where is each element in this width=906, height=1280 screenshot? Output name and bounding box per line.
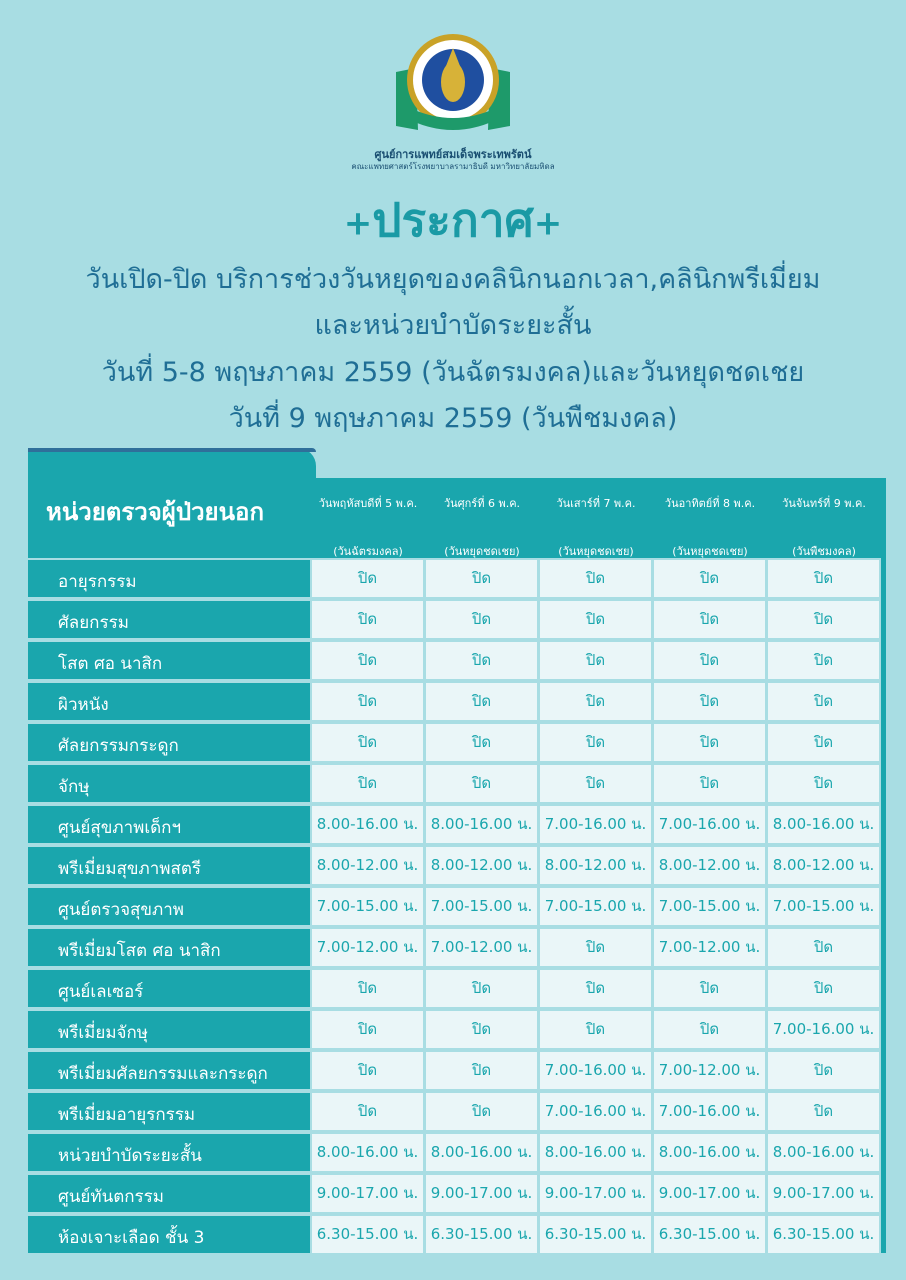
column-day: วันพฤหัสบดีที่ 5 พ.ค. [318,497,418,510]
schedule-cell: 8.00-12.00 น. [426,847,537,884]
schedule-cell: 7.00-16.00 น. [654,806,765,843]
schedule-cell: 9.00-17.00 น. [540,1175,651,1212]
schedule-cell: ปิด [540,929,651,966]
schedule-cell: ปิด [312,601,423,638]
column-day: วันอาทิตย์ที่ 8 พ.ค. [664,497,756,510]
schedule-cell: 7.00-12.00 น. [654,929,765,966]
schedule-cell: 7.00-15.00 น. [540,888,651,925]
table-row [28,560,310,597]
schedule-cell: 7.00-12.00 น. [654,1052,765,1089]
table-row [28,806,310,843]
schedule-cell: 6.30-15.00 น. [312,1216,423,1253]
announcement-title [0,190,906,254]
unit-name: พรีเมี่ยมจักษุ [58,1023,148,1043]
schedule-cell: ปิด [312,683,423,720]
table-row [28,929,310,966]
schedule-cell: ปิด [312,765,423,802]
table-row [28,847,310,884]
schedule-cell: ปิด [312,724,423,761]
schedule-cell: ปิด [426,601,537,638]
schedule-cell: 8.00-16.00 น. [426,1134,537,1171]
column-header-5 [770,484,878,558]
schedule-cell: ปิด [654,970,765,1007]
unit-name: ศูนย์ตรวจสุขภาพ [58,900,185,920]
schedule-cell: ปิด [540,765,651,802]
schedule-cell: ปิด [312,642,423,679]
schedule-cell: 8.00-12.00 น. [768,847,879,884]
table-row [28,888,310,925]
schedule-cell: ปิด [540,970,651,1007]
table-row [28,1052,310,1089]
column-header-3 [542,484,650,558]
column-header-4 [656,484,764,558]
column-day: วันศุกร์ที่ 6 พ.ค. [443,497,521,510]
schedule-cell: ปิด [540,683,651,720]
schedule-cell: ปิด [540,724,651,761]
schedule-cell: ปิด [540,642,651,679]
schedule-cell: 7.00-16.00 น. [540,806,651,843]
schedule-cell: 6.30-15.00 น. [654,1216,765,1253]
schedule-cell: 8.00-16.00 น. [312,1134,423,1171]
column-note: (วันพืชมงคล) [792,545,856,558]
schedule-cell: ปิด [654,683,765,720]
schedule-cell: ปิด [654,601,765,638]
schedule-cell: 6.30-15.00 น. [426,1216,537,1253]
table-row [28,970,310,1007]
schedule-cell: 7.00-16.00 น. [768,1011,879,1048]
schedule-cell: ปิด [540,560,651,597]
schedule-cell: ปิด [768,1052,879,1089]
unit-name: ห้องเจาะเลือด ชั้น 3 [58,1228,205,1248]
schedule-table [28,448,886,1253]
schedule-cell: 7.00-12.00 น. [312,929,423,966]
subtitle-line-3: วันที่ 5-8 พฤษภาคม 2559 (วันฉัตรมงคล)และวันหยุดชดเชย [101,357,805,388]
org-subname: คณะแพทยศาสตร์โรงพยาบาลรามาธิบดี มหาวิทยาลัยมหิดล [351,162,555,171]
unit-name: หน่วยบำบัดระยะสั้น [58,1146,202,1166]
logo-area [0,30,906,142]
unit-name: พรีเมี่ยมศัลยกรรมและกระดูก [58,1064,268,1084]
schedule-cell: 8.00-12.00 น. [654,847,765,884]
unit-name: จักษุ [58,777,90,797]
schedule-cell: 8.00-16.00 น. [768,806,879,843]
column-header-1 [314,484,422,558]
column-note: (วันหยุดชดเชย) [558,545,634,558]
table-row [28,1216,310,1253]
schedule-cell: 7.00-15.00 น. [426,888,537,925]
schedule-cell: ปิด [768,929,879,966]
schedule-cell: ปิด [768,601,879,638]
schedule-cell: ปิด [768,560,879,597]
schedule-cell: ปิด [426,970,537,1007]
schedule-cell: ปิด [312,1052,423,1089]
column-day: วันเสาร์ที่ 7 พ.ค. [556,497,636,510]
announcement-text: ประกาศ [372,193,534,247]
schedule-cell: ปิด [426,1093,537,1130]
table-right-edge [881,478,886,1253]
schedule-cell: ปิด [540,1011,651,1048]
schedule-cell: ปิด [426,1052,537,1089]
schedule-cell: 8.00-16.00 น. [654,1134,765,1171]
unit-name: อายุรกรรม [58,572,137,592]
unit-name: พรีเมี่ยมสุขภาพสตรี [58,859,202,879]
subtitle-line-4: วันที่ 9 พฤษภาคม 2559 (วันพืชมงคล) [228,403,678,434]
schedule-cell: 8.00-12.00 น. [312,847,423,884]
unit-name: พรีเมี่ยมอายุรกรรม [58,1105,196,1125]
schedule-cell: 9.00-17.00 น. [768,1175,879,1212]
schedule-cell: ปิด [312,1011,423,1048]
schedule-cell: 7.00-16.00 น. [540,1052,651,1089]
column-note: (วันหยุดชดเชย) [672,545,748,558]
schedule-cell: 7.00-15.00 น. [312,888,423,925]
schedule-cell: ปิด [426,560,537,597]
schedule-cell: ปิด [768,1093,879,1130]
org-name: ศูนย์การแพทย์สมเด็จพระเทพรัตน์ [374,148,532,161]
schedule-cell: 8.00-16.00 น. [426,806,537,843]
unit-name: โสต ศอ นาสิก [58,654,163,674]
schedule-cell: 7.00-16.00 น. [654,1093,765,1130]
table-row [28,1093,310,1130]
schedule-cell: 6.30-15.00 น. [768,1216,879,1253]
schedule-cell: ปิด [426,1011,537,1048]
column-note: (วันหยุดชดเชย) [444,545,520,558]
schedule-cell: 9.00-17.00 น. [654,1175,765,1212]
schedule-cell: ปิด [654,1011,765,1048]
schedule-cell: ปิด [312,560,423,597]
schedule-cell: ปิด [768,765,879,802]
schedule-cell: 7.00-15.00 น. [654,888,765,925]
schedule-cell: 9.00-17.00 น. [426,1175,537,1212]
schedule-cell: 7.00-16.00 น. [540,1093,651,1130]
table-row [28,1134,310,1171]
unit-name: ศูนย์ทันตกรรม [58,1187,165,1207]
schedule-cell: ปิด [654,724,765,761]
schedule-cell: 8.00-16.00 น. [312,806,423,843]
schedule-cell: 6.30-15.00 น. [540,1216,651,1253]
schedule-cell: 8.00-16.00 น. [540,1134,651,1171]
unit-header: หน่วยตรวจผู้ป่วยนอก [46,498,264,526]
schedule-cell: ปิด [768,970,879,1007]
unit-name: ผิวหนัง [58,695,109,715]
plus-left-icon: + [343,203,373,244]
schedule-cell: ปิด [426,683,537,720]
unit-name: ศัลยกรรม [58,613,129,633]
schedule-cell: ปิด [312,1093,423,1130]
schedule-cell: 7.00-12.00 น. [426,929,537,966]
schedule-cell: 7.00-15.00 น. [768,888,879,925]
unit-name: ศูนย์สุขภาพเด็กฯ [58,818,182,838]
unit-name: พรีเมี่ยมโสต ศอ นาสิก [58,941,221,961]
schedule-cell: ปิด [426,724,537,761]
university-seal-icon [388,30,518,142]
table-row [28,765,310,802]
schedule-cell: 9.00-17.00 น. [312,1175,423,1212]
schedule-cell: 8.00-16.00 น. [768,1134,879,1171]
schedule-cell: ปิด [768,642,879,679]
column-day: วันจันทร์ที่ 9 พ.ค. [782,497,866,510]
table-row [28,683,310,720]
subtitle-line-2: และหน่วยบำบัดระยะสั้น [314,310,592,341]
schedule-cell: ปิด [426,765,537,802]
plus-right-icon: + [533,203,563,244]
table-row [28,1011,310,1048]
schedule-cell: ปิด [654,765,765,802]
schedule-cell: ปิด [768,724,879,761]
schedule-cell: ปิด [654,560,765,597]
unit-header-tab [28,448,316,558]
unit-name: ศูนย์เลเซอร์ [58,982,144,1002]
table-row [28,1175,310,1212]
schedule-cell: ปิด [312,970,423,1007]
schedule-cell: ปิด [768,683,879,720]
table-row [28,601,310,638]
column-header-2 [428,484,536,558]
schedule-cell: ปิด [540,601,651,638]
table-row [28,642,310,679]
column-note: (วันฉัตรมงคล) [333,545,403,558]
schedule-cell: ปิด [426,642,537,679]
schedule-cell: 8.00-12.00 น. [540,847,651,884]
subtitle-line-1: วันเปิด-ปิด บริการช่วงวันหยุดของคลินิกนอกเวลา,คลินิกพรีเมี่ยม [85,264,821,295]
schedule-cell: ปิด [654,642,765,679]
unit-name: ศัลยกรรมกระดูก [58,736,179,756]
table-row [28,724,310,761]
